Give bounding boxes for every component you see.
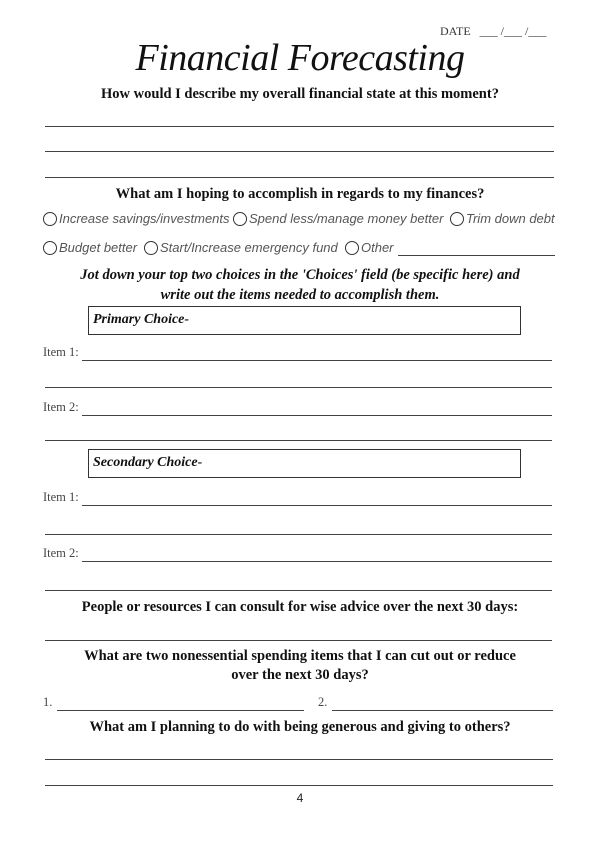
secondary-item-1-label: Item 1:: [43, 490, 79, 504]
primary-item-2-line-2[interactable]: [45, 440, 552, 441]
question-cut-spending-line-1: What are two nonessential spending items that I can cut out or reduce: [84, 648, 516, 664]
advice-answer-line[interactable]: [45, 640, 552, 641]
primary-item-2-line[interactable]: [82, 415, 552, 416]
option-budget-better[interactable]: [43, 240, 137, 255]
option-label: Budget better: [59, 240, 138, 255]
question-financial-state: How would I describe my overall financial state at this moment?: [101, 86, 499, 102]
secondary-choice-label: Secondary Choice-: [93, 455, 203, 470]
radio-circle-icon[interactable]: [43, 212, 57, 226]
radio-circle-icon[interactable]: [345, 241, 359, 255]
question-advice-resources: People or resources I can consult for wise advice over the next 30 days:: [81, 599, 519, 615]
primary-choice-label: Primary Choice-: [93, 312, 190, 327]
cut-item-1-label: 1.: [43, 695, 53, 709]
answer-line-1[interactable]: [45, 126, 554, 127]
secondary-item-2-line-2[interactable]: [45, 590, 552, 591]
primary-item-1-line[interactable]: [82, 360, 552, 361]
answer-line-3[interactable]: [45, 177, 554, 178]
choices-instructions-line-1: Jot down your top two choices in the 'Choices' field (be specific here) and: [80, 267, 520, 283]
question-generosity: What am I planning to do with being generous and giving to others?: [89, 719, 511, 735]
option-label: Start/Increase emergency fund: [160, 240, 338, 255]
radio-circle-icon[interactable]: [144, 241, 158, 255]
radio-circle-icon[interactable]: [43, 241, 57, 255]
option-label: Increase savings/investments: [59, 211, 230, 226]
answer-line-2[interactable]: [45, 151, 554, 152]
page-number: 4: [296, 791, 304, 805]
radio-circle-icon[interactable]: [233, 212, 247, 226]
question-cut-spending-line-2: over the next 30 days?: [231, 667, 369, 683]
page-title: Financial Forecasting: [135, 37, 465, 79]
primary-choice-field[interactable]: [88, 306, 521, 335]
option-label: Other: [361, 240, 394, 255]
cut-item-1-line[interactable]: [57, 710, 304, 711]
option-label: Spend less/manage money better: [249, 211, 444, 226]
primary-item-1-line-2[interactable]: [45, 387, 552, 388]
option-label: Trim down debt: [466, 211, 555, 226]
secondary-item-1-line-2[interactable]: [45, 534, 552, 535]
choices-instructions-line-2: write out the items needed to accomplish them.: [160, 287, 440, 303]
other-input-line[interactable]: [398, 255, 555, 256]
radio-circle-icon[interactable]: [450, 212, 464, 226]
question-accomplish-goals: What am I hoping to accomplish in regards to my finances?: [115, 186, 485, 202]
cut-item-2-label: 2.: [318, 695, 328, 709]
secondary-choice-field[interactable]: [88, 449, 521, 478]
primary-item-1-label: Item 1:: [43, 345, 79, 359]
secondary-item-2-line[interactable]: [82, 561, 552, 562]
generosity-answer-line-2[interactable]: [45, 785, 553, 786]
option-spend-less[interactable]: [233, 211, 443, 226]
option-other[interactable]: [345, 240, 394, 255]
option-emergency-fund[interactable]: [144, 240, 338, 255]
date-blanks: ___ /___ /___: [479, 24, 547, 38]
secondary-item-2-label: Item 2:: [43, 546, 79, 560]
date-label: DATE: [440, 24, 471, 38]
primary-item-2-label: Item 2:: [43, 400, 79, 414]
option-trim-debt[interactable]: [450, 211, 555, 226]
secondary-item-1-line[interactable]: [82, 505, 552, 506]
generosity-answer-line-1[interactable]: [45, 759, 553, 760]
cut-item-2-line[interactable]: [332, 710, 553, 711]
option-increase-savings[interactable]: [43, 211, 230, 226]
